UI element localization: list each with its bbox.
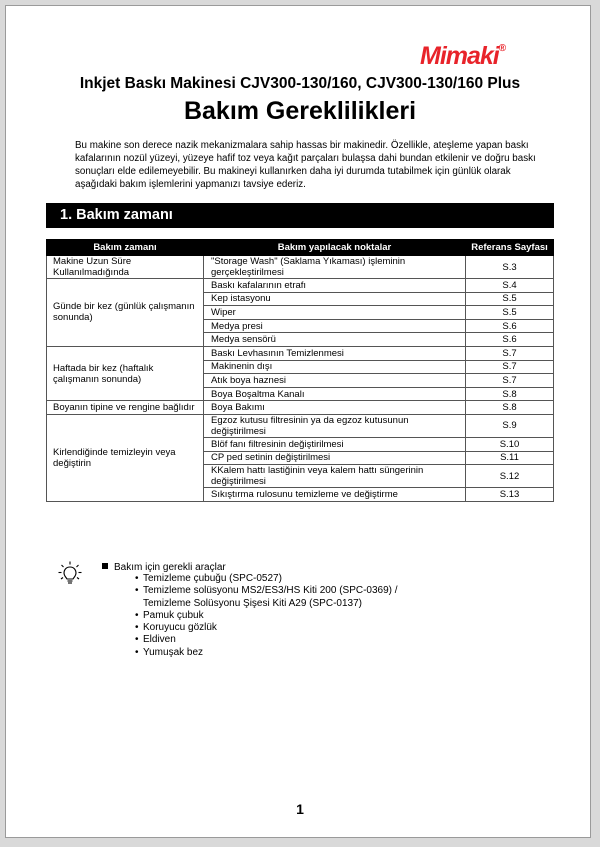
maintenance-task-cell: KKalem hattı lastiğinin veya kalem hattı süngerinin değiştirilmesi: [204, 465, 466, 488]
maintenance-task-cell: Blöf fanı filtresinin değiştirilmesi: [204, 437, 466, 451]
reference-page-cell: S.11: [466, 451, 554, 465]
reference-page-cell: S.8: [466, 387, 554, 401]
square-bullet-icon: [102, 563, 108, 569]
reference-page-cell: S.3: [466, 256, 554, 279]
maintenance-task-cell: Sıkıştırma rulosunu temizleme ve değiştirme: [204, 488, 466, 502]
maintenance-task-cell: Egzoz kutusu filtresinin ya da egzoz kutusunun değiştirilmesi: [204, 414, 466, 437]
maintenance-task-cell: Medya presi: [204, 319, 466, 333]
reference-page-cell: S.4: [466, 279, 554, 293]
header-task: Bakım yapılacak noktalar: [204, 240, 466, 256]
table-row: [47, 279, 554, 293]
reference-page-cell: S.12: [466, 465, 554, 488]
page-number: 1: [296, 801, 304, 817]
reference-page-cell: S.6: [466, 319, 554, 333]
header-when: Bakım zamanı: [47, 240, 204, 256]
list-item: • Yumuşak bez: [135, 647, 398, 659]
tools-list: [135, 573, 398, 659]
maintenance-task-cell: Medya sensörü: [204, 333, 466, 347]
maintenance-table: [46, 239, 554, 502]
reference-page-cell: S.10: [466, 437, 554, 451]
reference-page-cell: S.7: [466, 346, 554, 360]
maintenance-task-cell: Baskı kafalarının etrafı: [204, 279, 466, 293]
document-title: Bakım Gereklilikleri: [183, 97, 417, 125]
maintenance-time-cell: Boyanın tipine ve rengine bağlıdır: [47, 401, 204, 415]
list-item: • Temizleme solüsyonu MS2/ES3/HS Kiti 200 (SPC-0369) / Temizleme Solüsyonu Şişesi Kiti A29 (SPC-0137): [135, 585, 398, 610]
list-item: • Temizleme çubuğu (SPC-0527): [135, 573, 398, 585]
lightbulb-icon: [58, 561, 82, 587]
table-header-row: [47, 240, 554, 256]
list-item: • Koruyucu gözlük: [135, 622, 398, 634]
table-row: [47, 346, 554, 360]
reference-page-cell: S.9: [466, 414, 554, 437]
reference-page-cell: S.5: [466, 306, 554, 320]
reference-page-cell: S.7: [466, 360, 554, 374]
document-subtitle: Inkjet Baskı Makinesi CJV300-130/160, CJV300-130/160 Plus: [79, 75, 521, 92]
reference-page-cell: S.6: [466, 333, 554, 347]
maintenance-task-cell: Boya Boşaltma Kanalı: [204, 387, 466, 401]
section-heading: 1. Bakım zamanı: [46, 203, 554, 228]
maintenance-task-cell: Boya Bakımı: [204, 401, 466, 415]
header-ref: Referans Sayfası: [466, 240, 554, 256]
maintenance-task-cell: Makinenin dışı: [204, 360, 466, 374]
maintenance-task-cell: Kep istasyonu: [204, 292, 466, 306]
maintenance-task-cell: Baskı Levhasının Temizlenmesi: [204, 346, 466, 360]
table-row: [47, 414, 554, 437]
reference-page-cell: S.8: [466, 401, 554, 415]
tools-heading: Bakım için gerekli araçlar: [102, 562, 226, 574]
mimaki-logo: Mimaki®: [420, 42, 506, 70]
table-row: [47, 401, 554, 415]
maintenance-time-cell: Günde bir kez (günlük çalışmanın sonunda): [47, 279, 204, 347]
list-item: • Pamuk çubuk: [135, 610, 398, 622]
maintenance-time-cell: Haftada bir kez (haftalık çalışmanın sonunda): [47, 346, 204, 400]
reference-page-cell: S.7: [466, 374, 554, 388]
reference-page-cell: S.5: [466, 292, 554, 306]
list-item: • Eldiven: [135, 634, 398, 646]
maintenance-time-cell: Makine Uzun Süre Kullanılmadığında: [47, 256, 204, 279]
maintenance-task-cell: Atık boya haznesi: [204, 374, 466, 388]
maintenance-task-cell: Wiper: [204, 306, 466, 320]
table-row: [47, 256, 554, 279]
reference-page-cell: S.13: [466, 488, 554, 502]
maintenance-task-cell: CP ped setinin değiştirilmesi: [204, 451, 466, 465]
table-body: [47, 256, 554, 502]
maintenance-task-cell: "Storage Wash" (Saklama Yıkaması) işleminin gerçekleştirilmesi: [204, 256, 466, 279]
intro-paragraph: Bu makine son derece nazik mekanizmalara sahip hassas bir makinedir. Özellikle, ateşleme yapan baskı kafalarının nozül yüzeyi, yüzeye hafif toz veya kağıt parçaları bulaşsa dahi bundan etkilenir ve doğru baskı sonuçları elde edilemeyebilir. Bu makineyi kullanırken daha iyi durumda tutabilmek için günlük olarak aşağıdaki bakım işlemlerini yapmanızı tavsiye ederiz.: [75, 140, 536, 190]
maintenance-time-cell: Kirlendiğinde temizleyin veya değiştirin: [47, 414, 204, 501]
